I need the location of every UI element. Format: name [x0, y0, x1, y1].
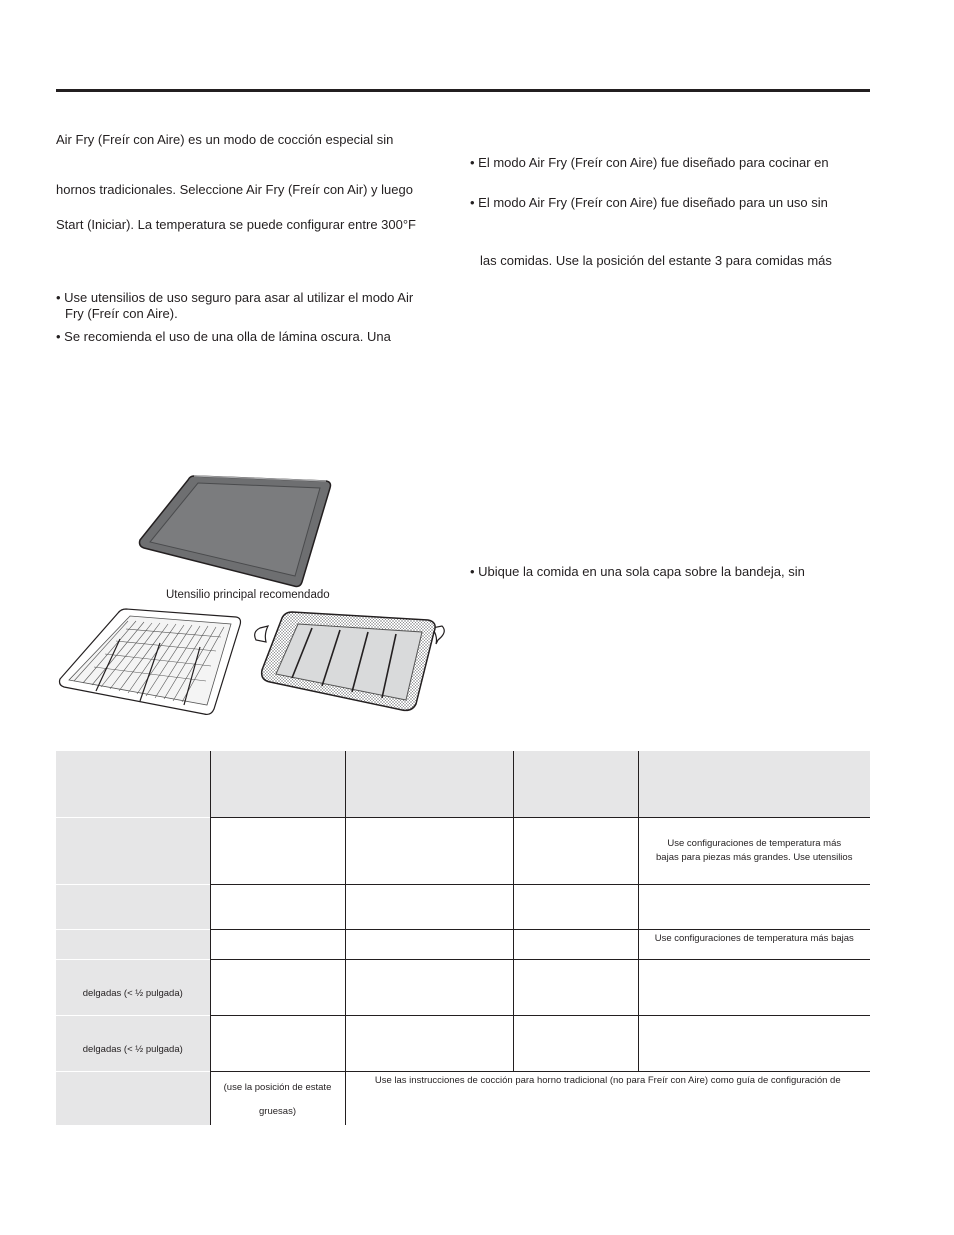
right-bullet-2: • El modo Air Fry (Freír con Aire) fue diseñado para un uso sin [470, 195, 828, 210]
intro-line-2: hornos tradicionales. Seleccione Air Fry (Freír con Air) y luego [56, 182, 413, 197]
table-cell [210, 959, 345, 1015]
table-cell [345, 1015, 513, 1071]
table-cell [345, 817, 513, 884]
bullet-dark-pan-line-1: • Se recomienda el uso de una olla de lámina oscura. Una [56, 329, 391, 344]
table-row [56, 884, 870, 929]
header-cell [210, 751, 345, 817]
right-bullet-2-cont: las comidas. Use la posición del estante 3 para comidas más [480, 253, 832, 268]
table-row [56, 1015, 870, 1071]
header-cell [513, 751, 638, 817]
air-fry-cooking-guide-table [56, 751, 870, 1125]
right-bullet-3: • Ubique la comida en una sola capa sobre la bandeja, sin [470, 564, 805, 579]
table-cell [345, 929, 513, 959]
note-text: Use configuraciones de temperatura más [667, 837, 842, 849]
table-cell-note-wide: Use las instrucciones de cocción para horno tradicional (no para Freír con Aire) como guía de configuración de [345, 1071, 870, 1125]
broiler-rack-pan-illustration [56, 605, 244, 719]
right-bullet-1: • El modo Air Fry (Freír con Aire) fue diseñado para cocinar en [470, 155, 829, 170]
header-cell [345, 751, 513, 817]
rack-text: gruesas) [259, 1106, 296, 1118]
rack-text: (use la posición de estate [223, 1082, 332, 1094]
pan-caption: Utensilio principal recomendado [166, 589, 330, 601]
table-cell [56, 817, 210, 884]
table-cell [513, 929, 638, 959]
table-cell [638, 884, 870, 929]
table-cell [56, 929, 210, 959]
air-fry-basket-illustration [252, 600, 452, 720]
table-cell-note [638, 817, 870, 884]
bullet-cookware-line-2: Fry (Freír con Aire). [65, 306, 178, 321]
table-row [56, 929, 870, 959]
table-cell [210, 884, 345, 929]
table-cell [513, 817, 638, 884]
intro-line-3: Start (Iniciar). La temperatura se puede configurar entre 300°F [56, 217, 416, 232]
table-row [56, 959, 870, 1015]
table-cell-label: delgadas (< ½ pulgada) [56, 959, 210, 1015]
table-cell [210, 929, 345, 959]
table-cell-label: delgadas (< ½ pulgada) [56, 1015, 210, 1071]
intro-line-1: Air Fry (Freír con Aire) es un modo de cocción especial sin [56, 132, 394, 147]
header-cell [638, 751, 870, 817]
table-cell [638, 1015, 870, 1071]
table-cell [345, 959, 513, 1015]
table-cell [56, 1071, 210, 1125]
header-cell [56, 751, 210, 817]
table-cell-rack [210, 1071, 345, 1125]
table-cell [513, 1015, 638, 1071]
table-row [56, 817, 870, 884]
table-cell [513, 884, 638, 929]
table-cell [513, 959, 638, 1015]
header-rule [56, 89, 870, 92]
table-cell-note: Use configuraciones de temperatura más bajas [638, 929, 870, 959]
table-cell [210, 817, 345, 884]
table-header-row [56, 751, 870, 817]
table-cell [56, 884, 210, 929]
note-text: bajas para piezas más grandes. Use utensilios [656, 851, 853, 863]
bullet-cookware-line-1: • Use utensilios de uso seguro para asar al utilizar el modo Air [56, 290, 414, 305]
table-cell [638, 959, 870, 1015]
table-cell [210, 1015, 345, 1071]
table-cell [345, 884, 513, 929]
dark-baking-pan-illustration [136, 470, 336, 590]
table-row [56, 1071, 870, 1125]
